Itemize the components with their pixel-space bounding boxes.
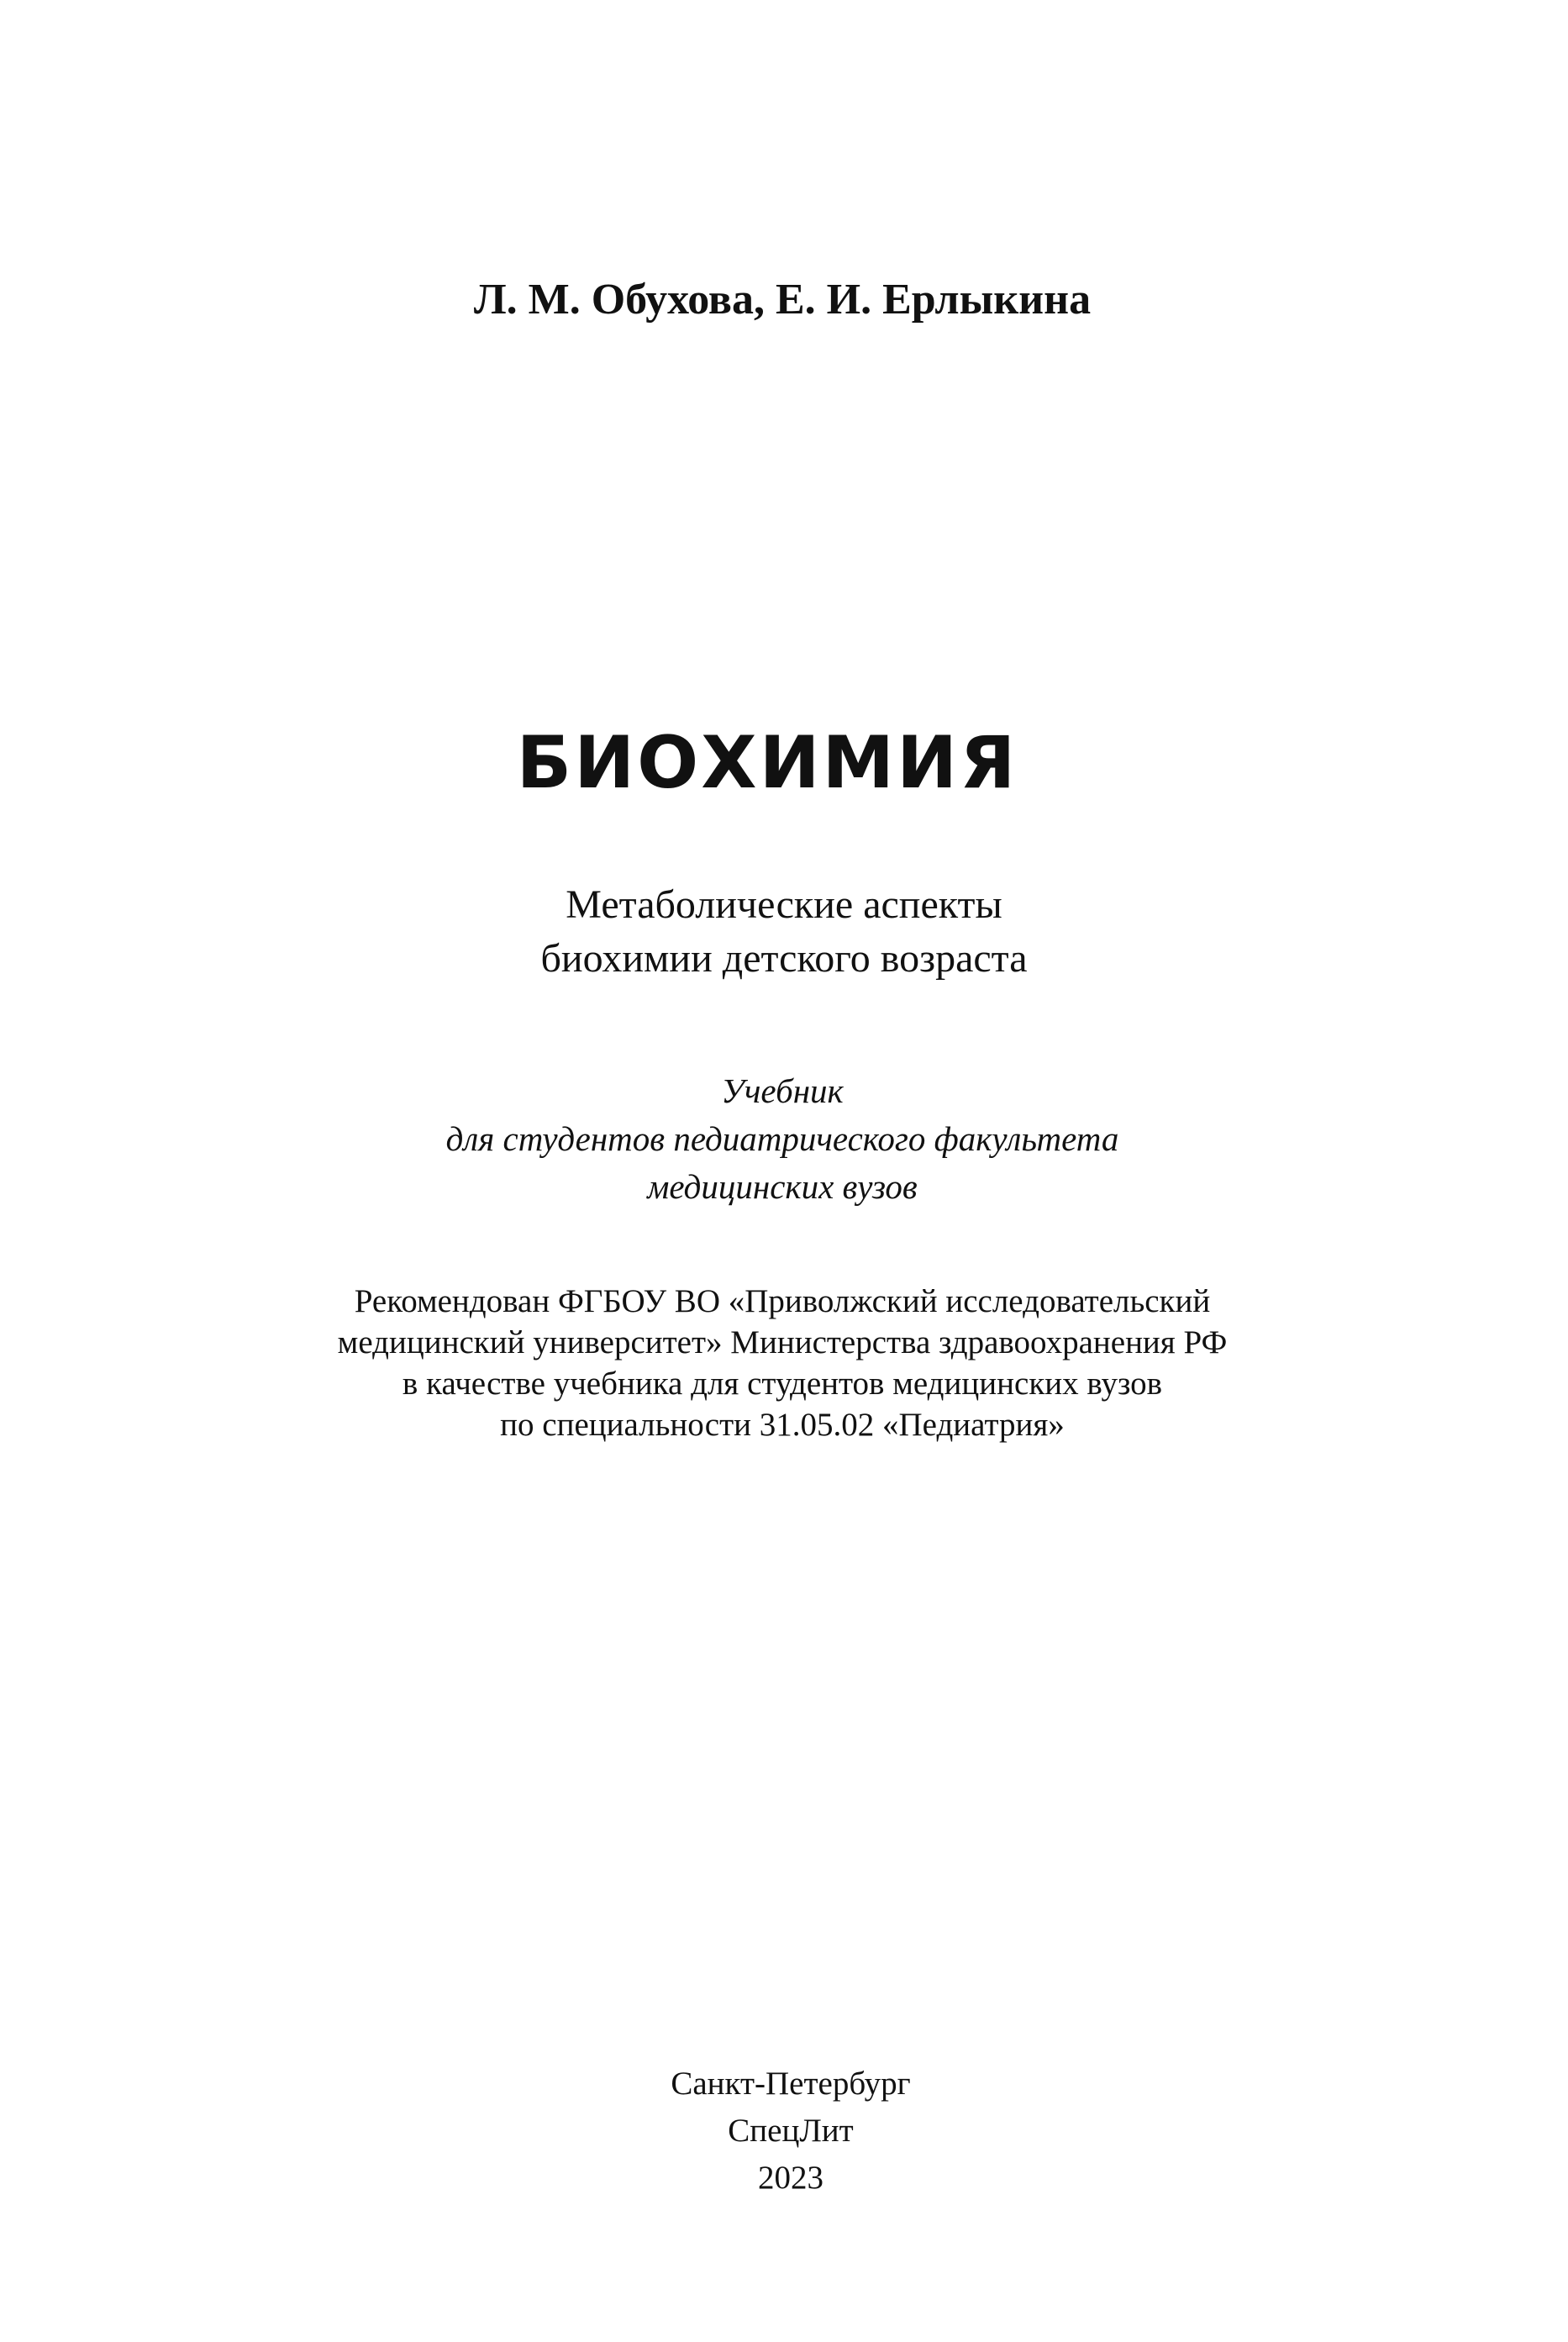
imprint-city: Санкт-Петербург xyxy=(671,2066,911,2102)
subtitle xyxy=(0,878,1568,986)
book-title: БИОХИМИЯ xyxy=(516,721,1018,805)
subtitle-line: Метаболические аспекты xyxy=(566,882,1002,927)
recommendation-line: медицинский университет» Министерства здравоохранения РФ xyxy=(337,1324,1228,1360)
imprint-year: 2023 xyxy=(758,2160,823,2196)
book-type-line: Учебник xyxy=(721,1071,844,1110)
authors: Л. М. Обухова, Е. И. Ерлыкина xyxy=(473,276,1092,324)
recommendation-line: по специальности 31.05.02 «Педиатрия» xyxy=(500,1407,1065,1443)
recommendation-line: в качестве учебника для студентов медицинских вузов xyxy=(402,1366,1163,1402)
book-type xyxy=(0,1067,1566,1211)
subtitle-line: биохимии детского возраста xyxy=(540,936,1028,981)
imprint-publisher: СпецЛит xyxy=(728,2113,854,2149)
book-type-line: для студентов педиатрического факультета xyxy=(445,1119,1119,1158)
recommendation-line: Рекомендован ФГБОУ ВО «Приволжский исследовательский xyxy=(354,1283,1211,1319)
imprint xyxy=(7,2060,1568,2202)
book-type-line: медицинских вузов xyxy=(647,1167,918,1206)
recommendation-notice xyxy=(0,1281,1566,1445)
